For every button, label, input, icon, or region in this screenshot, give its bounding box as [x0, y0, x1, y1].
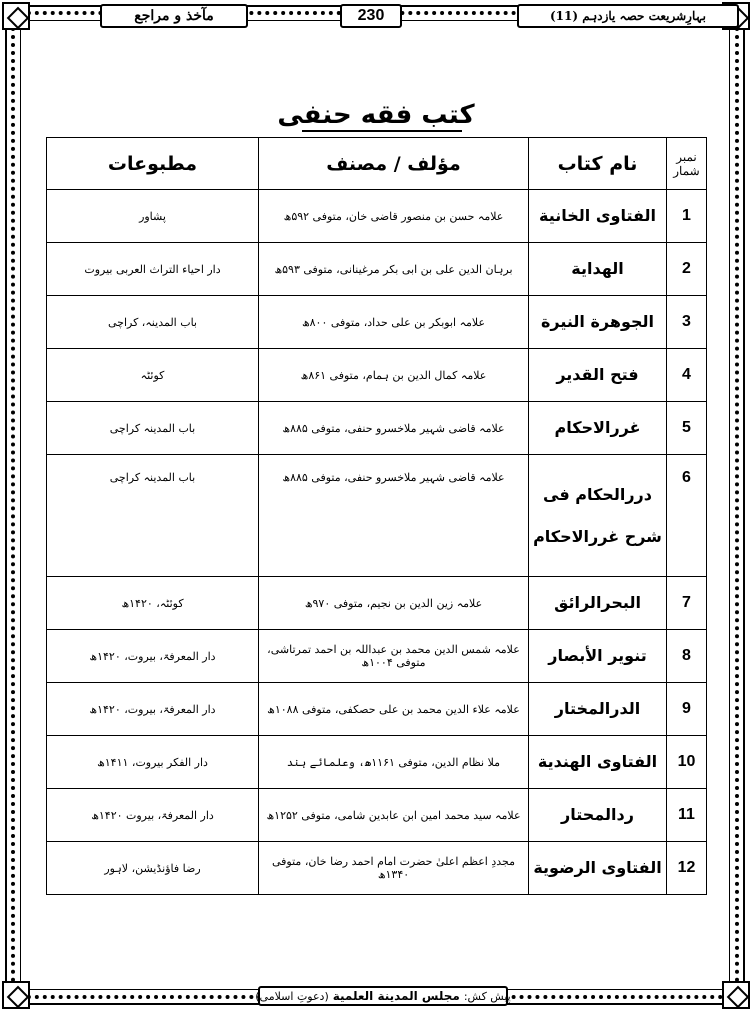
table-row [47, 190, 707, 243]
table-row [47, 455, 707, 577]
header-publisher: مطبوعات [47, 138, 259, 190]
author-name: ملا نظام الدین، متوفی ۱۱۶۱ھ، وعلمائے ہند [259, 736, 529, 789]
publisher: کوئٹہ [47, 349, 259, 402]
table-row [47, 577, 707, 630]
publisher: کوئٹہ، ۱۴۲۰ھ [47, 577, 259, 630]
footer-org-name: مجلس المدينة العلمية [332, 989, 460, 1003]
table-row [47, 243, 707, 296]
author-name: علامہ علاء الدین محمد بن علی حصکفی، متوفی ۱۰۸۸ھ [259, 683, 529, 736]
publisher: دار احیاء التراث العربی بیروت [47, 243, 259, 296]
table-row [47, 402, 707, 455]
author-name: علامہ قاضی شہیر ملاخسرو حنفی، متوفی ۸۸۵ھ [259, 402, 529, 455]
author-name: علامہ کمال الدین بن ہمام، متوفی ۸۶۱ھ [259, 349, 529, 402]
footer-suffix: (دعوتِ اسلامی) [255, 989, 329, 1003]
books-table [46, 137, 707, 895]
row-number: 6 [667, 455, 707, 577]
book-name: تنوير الأبصار [529, 630, 667, 683]
row-number: 4 [667, 349, 707, 402]
publisher: باب المدینہ کراچی [47, 455, 259, 577]
author-name: مجددِ اعظم اعلیٰ حضرت امام احمد رضا خان، متوفی ۱۳۴۰ھ [259, 842, 529, 895]
header-number: نمبر شمار [667, 138, 707, 190]
title-underline [302, 130, 462, 132]
publisher: باب المدینہ کراچی [47, 402, 259, 455]
table-row [47, 789, 707, 842]
row-number: 3 [667, 296, 707, 349]
footer-prefix: پیش کش: [463, 989, 511, 1003]
row-number: 9 [667, 683, 707, 736]
publisher: پشاور [47, 190, 259, 243]
author-name: علامہ شمس الدین محمد بن عبداللہ بن احمد تمرتاشی، متوفی ۱۰۰۴ھ [259, 630, 529, 683]
table-header-row [47, 138, 707, 190]
page-title: كتب فقه حنفى [277, 100, 475, 130]
row-number: 10 [667, 736, 707, 789]
table-row [47, 736, 707, 789]
author-name: علامہ حسن بن منصور قاضی خان، متوفی ۵۹۲ھ [259, 190, 529, 243]
author-name: برہان الدین علی بن ابی بکر مرغینانی، متوفی ۵۹۳ھ [259, 243, 529, 296]
author-name: علامہ ابوبکر بن علی حداد، متوفی ۸۰۰ھ [259, 296, 529, 349]
corner-ornament-icon [2, 981, 30, 1009]
publisher: باب المدینہ، کراچی [47, 296, 259, 349]
header-author: مؤلف / مصنف [259, 138, 529, 190]
book-name: غررالاحكام [529, 402, 667, 455]
table-row [47, 296, 707, 349]
publisher: رضا فاؤنڈیشن، لاہور [47, 842, 259, 895]
row-number: 5 [667, 402, 707, 455]
table-row [47, 349, 707, 402]
table-row [47, 683, 707, 736]
header-book-title: بہارِشریعت حصہ یازدہم (11) [517, 4, 739, 28]
publisher: دار المعرفۃ، بیروت، ۱۴۲۰ھ [47, 630, 259, 683]
publisher: دار الفکر بیروت، ۱۴۱۱ھ [47, 736, 259, 789]
table-row [47, 630, 707, 683]
publisher: دار المعرفۃ، بیروت، ۱۴۲۰ھ [47, 683, 259, 736]
row-number: 2 [667, 243, 707, 296]
row-number: 11 [667, 789, 707, 842]
book-name: الدرالمختار [529, 683, 667, 736]
author-name: علامہ سید محمد امین ابن عابدین شامی، متوفی ۱۲۵۲ھ [259, 789, 529, 842]
book-name: فتح القدير [529, 349, 667, 402]
table-row [47, 842, 707, 895]
book-name: الهداية [529, 243, 667, 296]
book-name: دررالحكام فى شرح غررالاحكام [529, 455, 667, 577]
header-section-title: مآخذ و مراجع [100, 4, 248, 28]
author-name: علامہ زین الدین بن نجیم، متوفی ۹۷۰ھ [259, 577, 529, 630]
header-book: نام كتاب [529, 138, 667, 190]
author-name: علامہ قاضی شہیر ملاخسرو حنفی، متوفی ۸۸۵ھ [259, 455, 529, 577]
row-number: 1 [667, 190, 707, 243]
row-number: 7 [667, 577, 707, 630]
page-number: 230 [340, 4, 402, 28]
book-name: الفتاوى الخانية [529, 190, 667, 243]
book-name: الفتاوى الهندية [529, 736, 667, 789]
book-name: الفتاوى الرضوية [529, 842, 667, 895]
footer-publisher-box [255, 986, 511, 1006]
book-name: ردالمحتار [529, 789, 667, 842]
corner-ornament-icon [2, 2, 30, 30]
book-name: البحرالرائق [529, 577, 667, 630]
row-number: 8 [667, 630, 707, 683]
row-number: 12 [667, 842, 707, 895]
publisher: دار المعرفۃ، بیروت ۱۴۲۰ھ [47, 789, 259, 842]
corner-ornament-icon [722, 981, 750, 1009]
book-name: الجوهرة النيرة [529, 296, 667, 349]
